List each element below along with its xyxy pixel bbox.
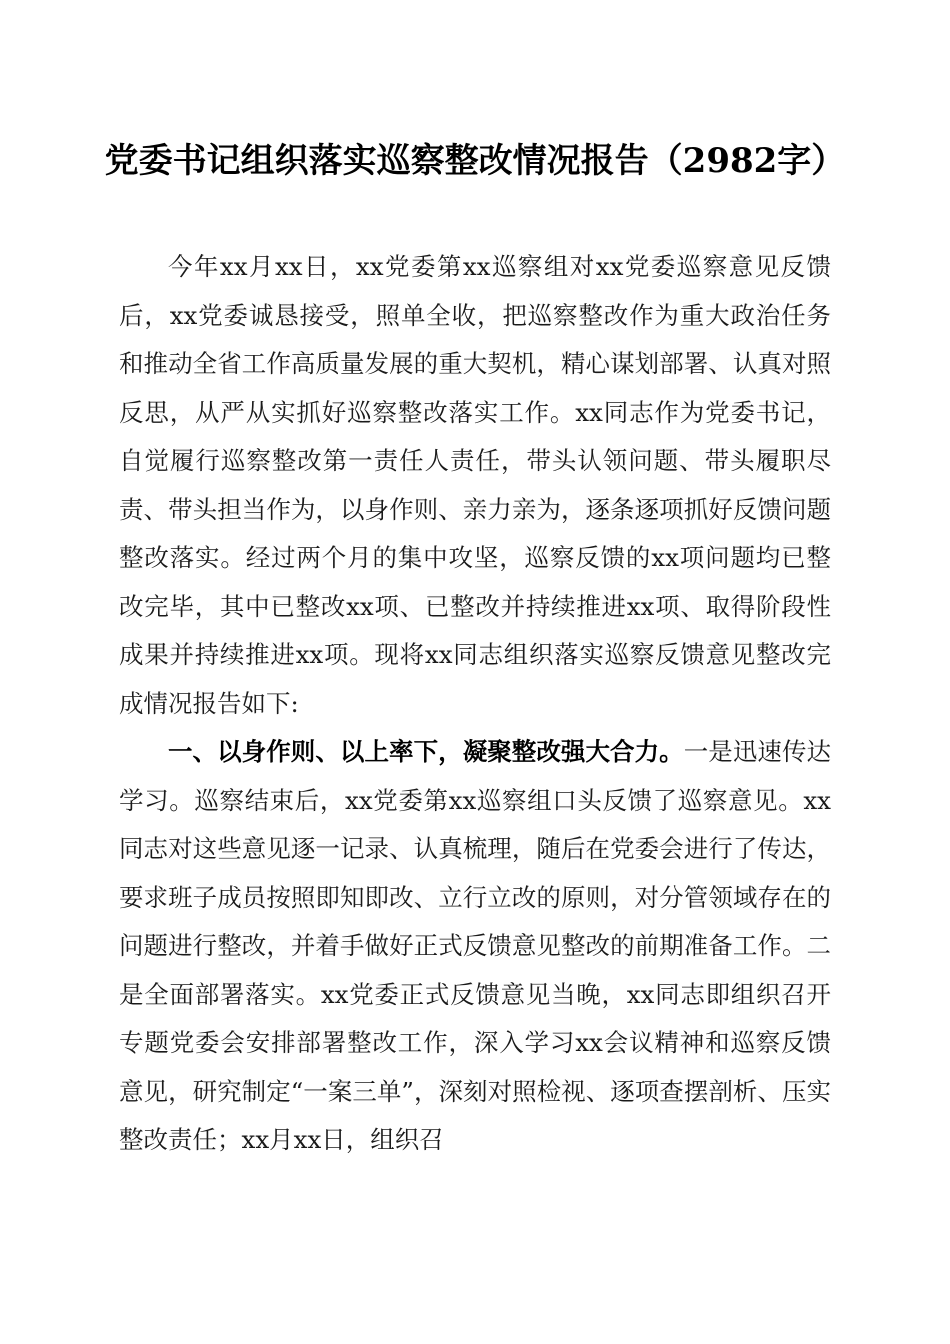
document-title: 党委书记组织落实巡察整改情况报告（2982字）	[104, 141, 846, 181]
document-body	[119, 243, 831, 1165]
paragraph-section-one	[119, 728, 831, 1165]
section-one-text: 一是迅速传达学习。巡察结束后，xx党委第xx巡察组口头反馈了巡察意见。xx同志对这些意见逐一记录、认真梳理，随后在党委会进行了传达，要求班子成员按照即知即改、立行立改的原则，对分管领域存在的问题进行整改，并着手做好正式反馈意见整改的前期准备工作。二是全面部署落实。xx党委正式反馈意见当晚，xx同志即组织召开专题党委会安排部署整改工作，深入学习xx会议精神和巡察反馈意见，研究制定“一案三单”，深刻对照检视、逐项查摆剖析、压实整改责任；xx月xx日，组织召	[119, 737, 832, 1154]
paragraph-intro	[119, 243, 831, 728]
section-one-heading: 一、以身作则、以上率下，凝聚整改强大合力。	[168, 737, 684, 766]
paragraph-intro-text: 今年xx月xx日，xx党委第xx巡察组对xx党委巡察意见反馈后，xx党委诚恳接受，照单全收，把巡察整改作为重大政治任务和推动全省工作高质量发展的重大契机，精心谋划部署、认真对照反思，从严从实抓好巡察整改落实工作。xx同志作为党委书记，自觉履行巡察整改第一责任人责任，带头认领问题、带头履职尽责、带头担当作为，以身作则、亲力亲为，逐条逐项抓好反馈问题整改落实。经过两个月的集中攻坚，巡察反馈的xx项问题均已整改完毕，其中已整改xx项、已整改并持续推进xx项、取得阶段性成果并持续推进xx项。现将xx同志组织落实巡察反馈意见整改完成情况报告如下:	[119, 252, 831, 718]
